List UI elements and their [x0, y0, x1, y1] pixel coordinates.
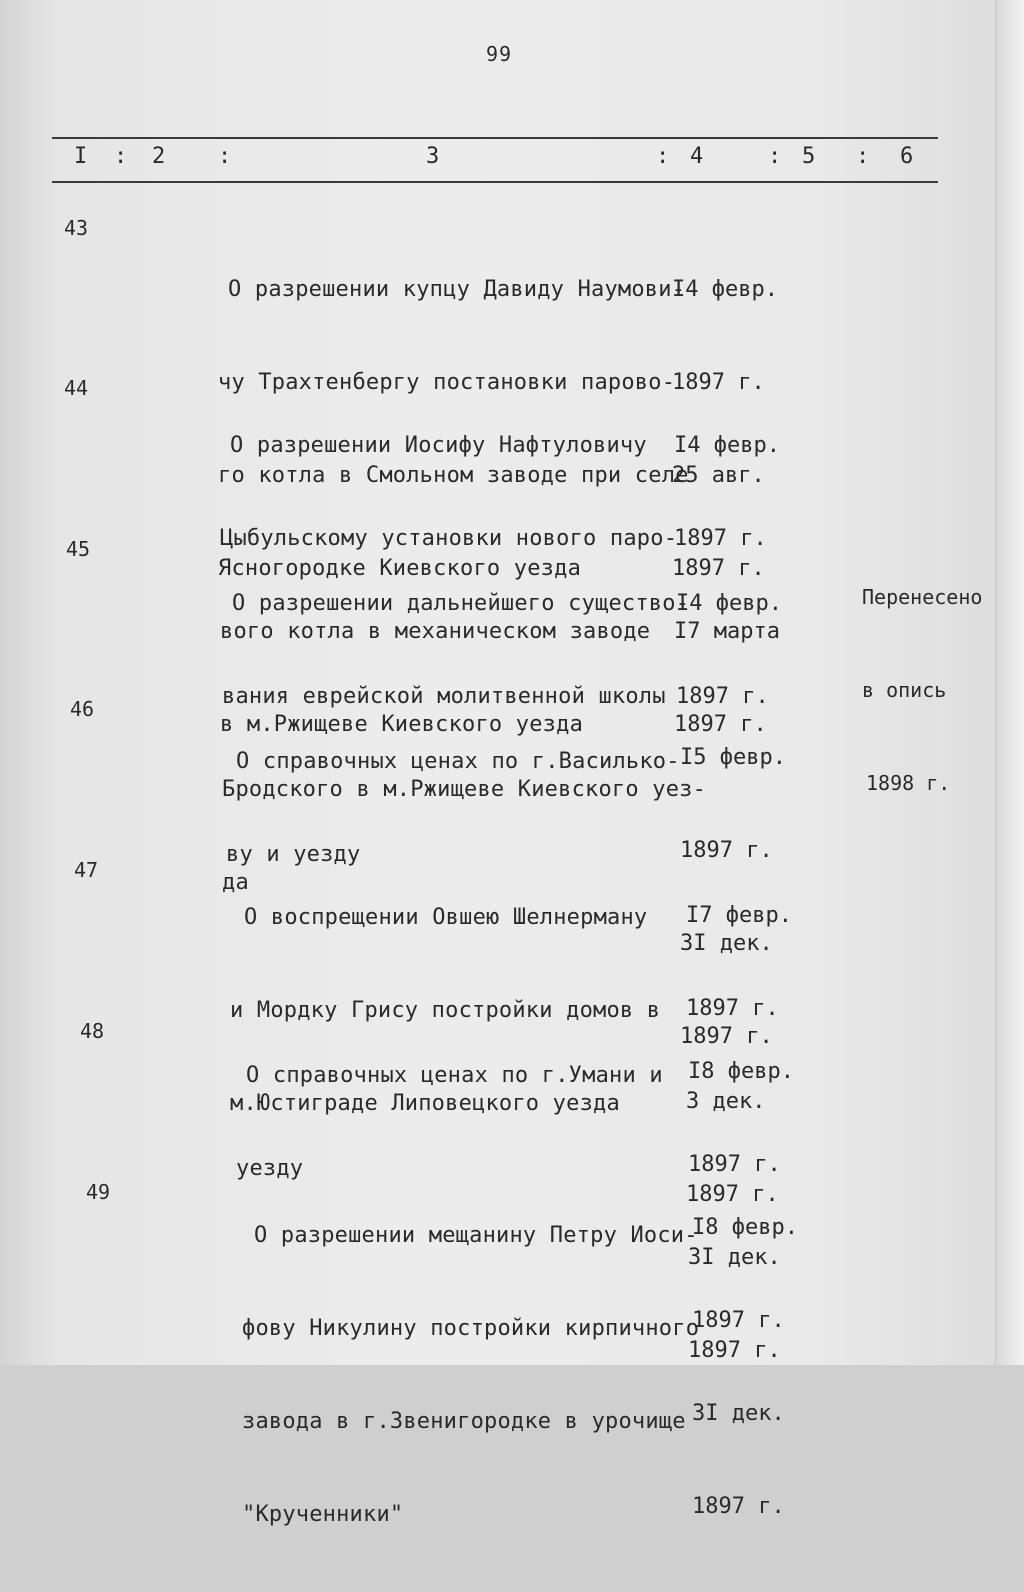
entry-dates: I4 февр. 1897 г. I7 марта 1897 г. [674, 433, 780, 737]
header-sep-2: : [218, 144, 233, 169]
header-col-5: 5 [802, 144, 817, 169]
entry-number: 48 [80, 1019, 105, 1043]
header-bottom-rule [52, 181, 938, 183]
entry-number: 46 [70, 697, 95, 721]
entry-dates: I4 февр. 1897 г. [676, 591, 782, 709]
entry-title: О справочных ценах по г.Василько- ву и уезду [226, 749, 680, 867]
header-col-2: 2 [152, 144, 167, 169]
entry-dates: I4 февр. 1897 г. 25 авг. 1897 г. [672, 277, 778, 581]
entry-title: О разрешении Иосифу Нафтуловичу Цыбульскому установки нового паро- вого котла в механическом заводе в м.Ржищеве Киевского уезда [220, 433, 678, 737]
header-col-1: I [74, 144, 89, 169]
entry-number: 43 [64, 216, 89, 240]
entry-number: 49 [86, 1180, 111, 1204]
entry-title: О разрешении мещанину Петру Иоси- фову Никулину постройки кирпичного завода в г.Звенигородке в урочище "Крученники" [242, 1223, 700, 1527]
entry-number: 45 [66, 537, 91, 561]
entry-number: 47 [74, 858, 99, 882]
header-col-6: 6 [900, 144, 915, 169]
entry-dates: I7 февр. 1897 г. 3 дек. 1897 г. [686, 903, 792, 1207]
next-page-edge [995, 0, 1024, 1365]
entry-title: О справочных ценах по г.Умани и уезду [236, 1063, 663, 1181]
entry-note: Перенесено в опись 1898 г. [862, 585, 983, 795]
header-sep-4: : [768, 144, 783, 169]
entry-dates: I8 февр. 1897 г. 3I дек. 1897 г. [692, 1215, 798, 1519]
header-sep-1: : [114, 144, 129, 169]
entry-title: О разрешении дальнейшего существо- вания еврейской молитвенной школы Бродского в м.Ржищеве Киевского уез- да [222, 591, 707, 895]
entry-number: 44 [64, 376, 89, 400]
entry-title: О воспрещении Овшею Шелнерману и Мордку Грису постройки домов в м.Юстиграде Липовецкого уезда [230, 905, 661, 1116]
page-number: 99 [486, 42, 513, 66]
entry-dates: I8 февр. 1897 г. 3I дек. 1897 г. [688, 1059, 794, 1363]
header-col-4: 4 [690, 144, 705, 169]
header-top-rule [52, 137, 938, 139]
entry-dates: I5 февр. 1897 г. 3I дек. 1897 г. [680, 745, 786, 1049]
header-col-3: 3 [426, 144, 441, 169]
entry-title: О разрешении купцу Давиду Наумови- чу Трахтенбергу постановки парово- го котла в Смольном заводе при селе Ясногородке Киевского уезда [218, 277, 689, 581]
header-sep-3: : [656, 144, 671, 169]
header-sep-5: : [856, 144, 871, 169]
